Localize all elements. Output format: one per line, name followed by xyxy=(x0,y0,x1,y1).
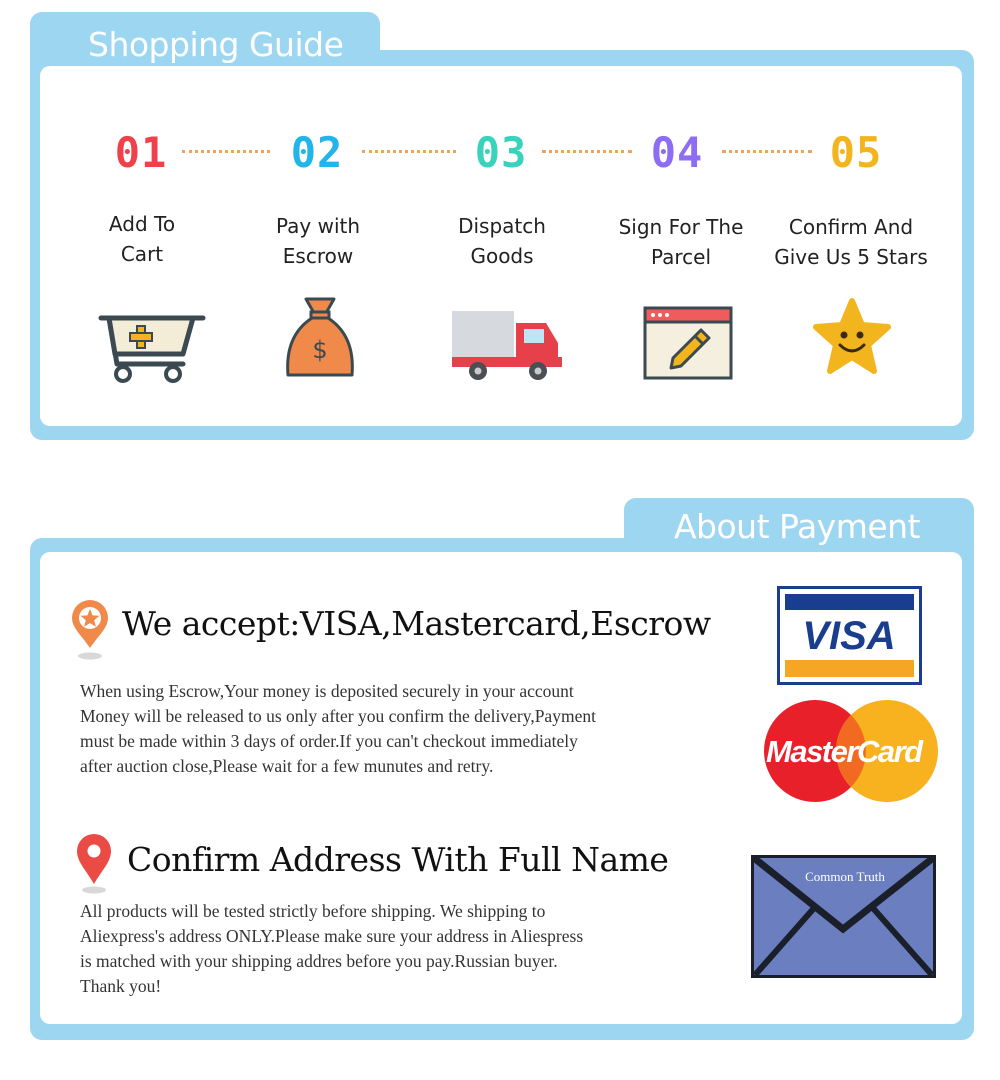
accept-heading: We accept:VISA,Mastercard,Escrow xyxy=(122,604,711,643)
address-line: is matched with your shipping addres before you pay.Russian buyer. xyxy=(80,951,558,971)
step-2-number: 02 xyxy=(290,128,344,177)
smiling-star-icon xyxy=(812,297,892,377)
step-connector xyxy=(722,150,812,153)
step-connector xyxy=(542,150,632,153)
address-line: Thank you! xyxy=(80,976,162,996)
about-payment-title: About Payment xyxy=(673,507,920,546)
svg-text:MasterCard xyxy=(766,734,924,769)
step-connector xyxy=(182,150,270,153)
truck-icon xyxy=(448,307,566,383)
mastercard-text-left: Master xyxy=(766,734,857,769)
step-3-label: Dispatch Goods xyxy=(458,214,546,268)
step-5-label: Confirm And Give Us 5 Stars xyxy=(774,215,928,269)
money-bag-icon xyxy=(284,295,356,381)
star-pin-icon xyxy=(68,598,112,662)
step-connector xyxy=(362,150,456,153)
escrow-line: When using Escrow,Your money is deposited securely in your account xyxy=(80,681,574,701)
step-4-label: Sign For The Parcel xyxy=(618,215,744,269)
step-4-number: 04 xyxy=(650,128,704,177)
address-heading: Confirm Address With Full Name xyxy=(127,840,669,879)
visa-text: VISA xyxy=(802,614,896,658)
envelope-icon xyxy=(751,855,936,978)
escrow-line: must be made within 3 days of order.If you can't checkout immediately xyxy=(80,731,578,751)
step-1-number: 01 xyxy=(114,128,168,177)
step-5-number: 05 xyxy=(829,128,883,177)
shopping-guide-tab xyxy=(30,12,380,64)
address-line: All products will be tested strictly before shipping. We shipping to xyxy=(80,901,546,921)
cart-icon xyxy=(97,308,207,384)
escrow-line: after auction close,Please wait for a few munutes and retry. xyxy=(80,756,494,776)
mastercard-text-right: Card xyxy=(856,734,922,769)
step-2-label: Pay with Escrow xyxy=(275,214,361,268)
envelope-text: Common Truth xyxy=(805,869,885,884)
step-1-label: Add To Cart xyxy=(108,212,176,266)
about-payment-tab xyxy=(624,498,974,554)
address-line: Aliexpress's address ONLY.Please make sure your address in Aliespress xyxy=(80,926,584,946)
location-pin-icon xyxy=(74,832,114,896)
sign-document-icon xyxy=(643,306,733,380)
escrow-line: Money will be released to us only after you confirm the delivery,Payment xyxy=(80,706,596,726)
svg-text:$: $ xyxy=(312,336,328,364)
escrow-description xyxy=(80,679,730,779)
shopping-guide-title: Shopping Guide xyxy=(88,25,344,64)
visa-logo xyxy=(777,586,922,685)
address-description xyxy=(80,899,730,999)
step-3-number: 03 xyxy=(474,128,528,177)
mastercard-logo xyxy=(762,698,940,804)
